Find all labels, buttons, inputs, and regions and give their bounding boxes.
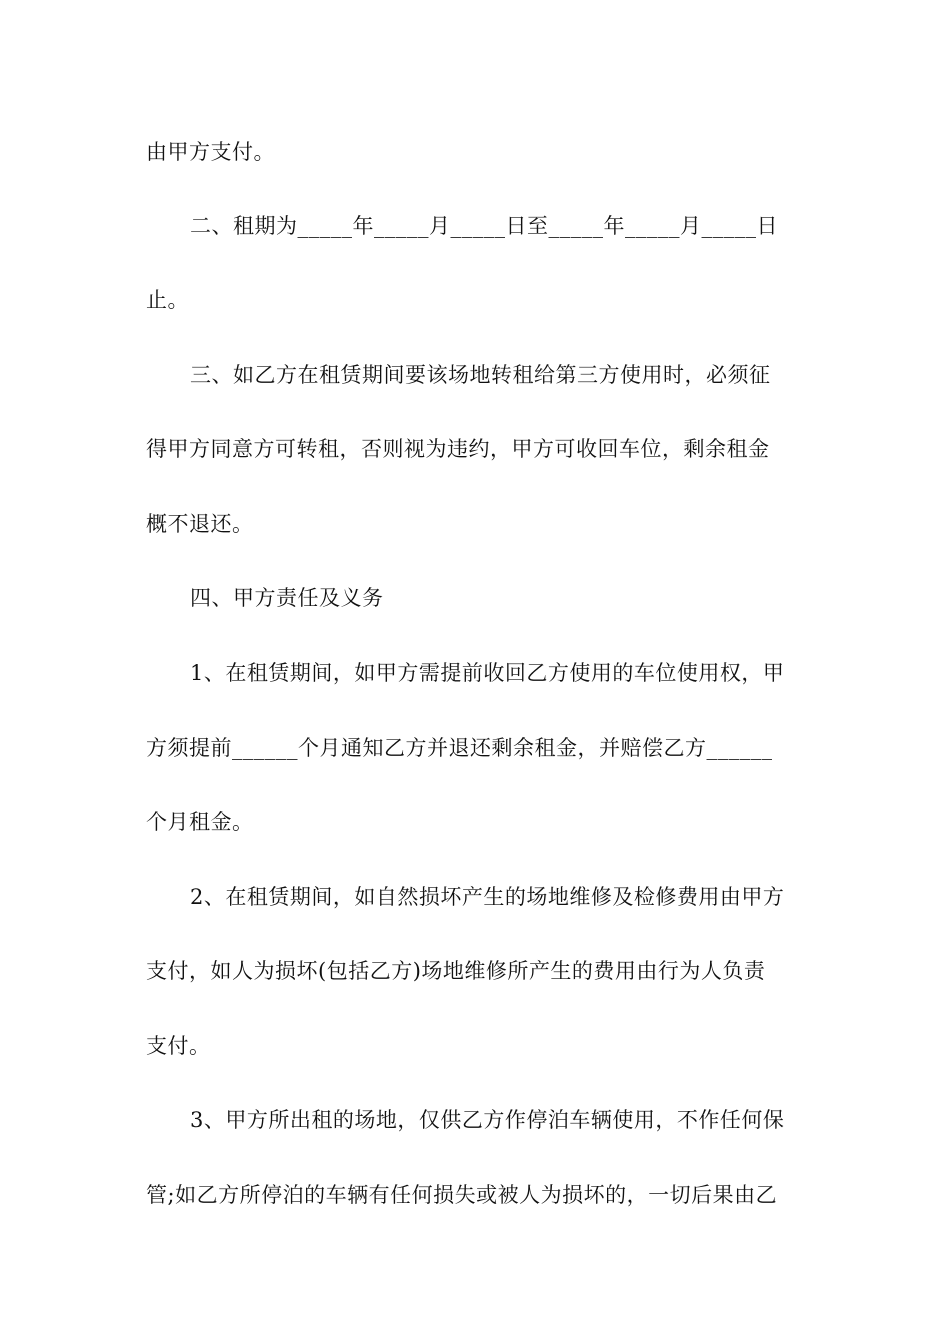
text-line-8: 1、在租赁期间，如甲方需提前收回乙方使用的车位使用权，甲 <box>190 661 785 685</box>
text-line-5: 得甲方同意方可转租，否则视为违约，甲方可收回车位，剩余租金 <box>146 437 770 461</box>
text-line-10: 个月租金。 <box>146 810 254 834</box>
text-line-14: 3、甲方所出租的场地，仅供乙方作停泊车辆使用，不作任何保 <box>190 1108 785 1132</box>
text-line-12: 支付，如人为损坏(包括乙方)场地维修所产生的费用由行为人负责 <box>146 959 766 983</box>
text-line-9: 方须提前______个月通知乙方并退还剩余租金，并赔偿乙方______ <box>146 736 773 760</box>
text-line-15: 管;如乙方所停泊的车辆有任何损失或被人为损坏的，一切后果由乙 <box>146 1183 778 1207</box>
text-line-11: 2、在租赁期间，如自然损坏产生的场地维修及检修费用由甲方 <box>190 885 785 909</box>
text-line-6: 概不退还。 <box>146 512 254 536</box>
text-line-13: 支付。 <box>146 1034 211 1058</box>
section-heading: 四、甲方责任及义务 <box>190 586 384 610</box>
text-line-1: 由甲方支付。 <box>146 140 275 164</box>
text-line-3: 止。 <box>146 288 189 312</box>
text-line-4: 三、如乙方在租赁期间要该场地转租给第三方使用时，必须征 <box>190 363 771 387</box>
text-line-2: 二、租期为_____年_____月_____日至_____年_____月_____日 <box>190 214 778 238</box>
